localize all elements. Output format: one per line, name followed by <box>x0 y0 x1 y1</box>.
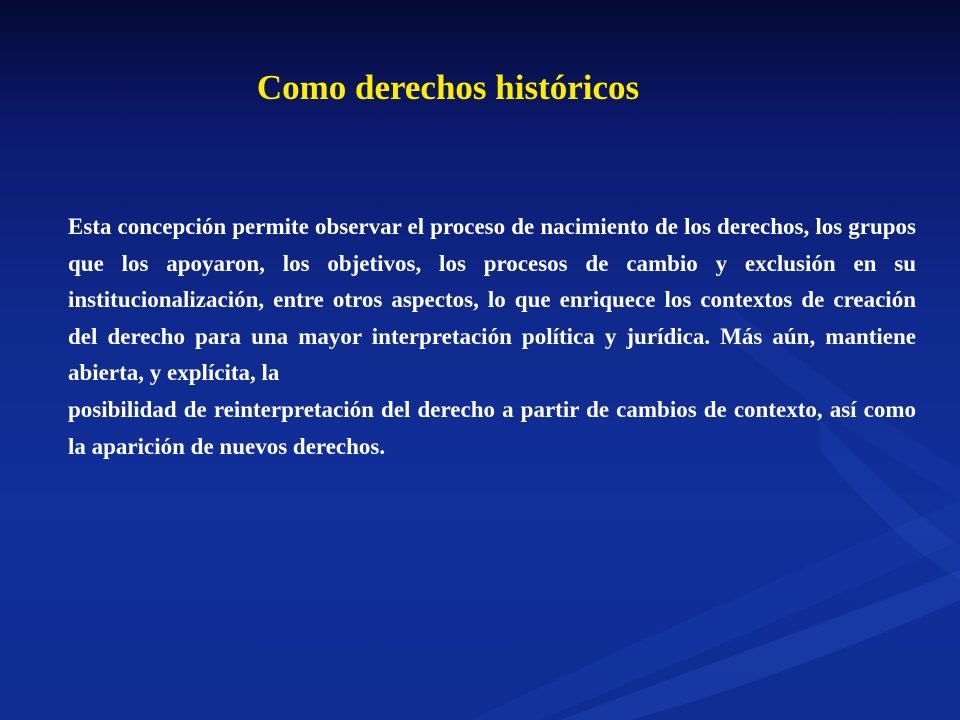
slide-body <box>68 209 916 465</box>
body-paragraph-1: Esta concepción permite observar el proceso de nacimiento de los derechos, los grupos que los apoyaron, los objetivos, los procesos de cambio y exclusión en su institucionalización, entre otros aspectos, lo que enriquece los contextos de creación del derecho para una mayor interpretación política y jurídica. Más aún, mantiene abierta, y explícita, la <box>68 214 916 386</box>
body-paragraph-2: posibilidad de reinterpretación del derecho a partir de cambios de contexto, así como la aparición de nuevos derechos. <box>68 396 916 459</box>
slide-title: Como derechos históricos <box>256 68 640 107</box>
